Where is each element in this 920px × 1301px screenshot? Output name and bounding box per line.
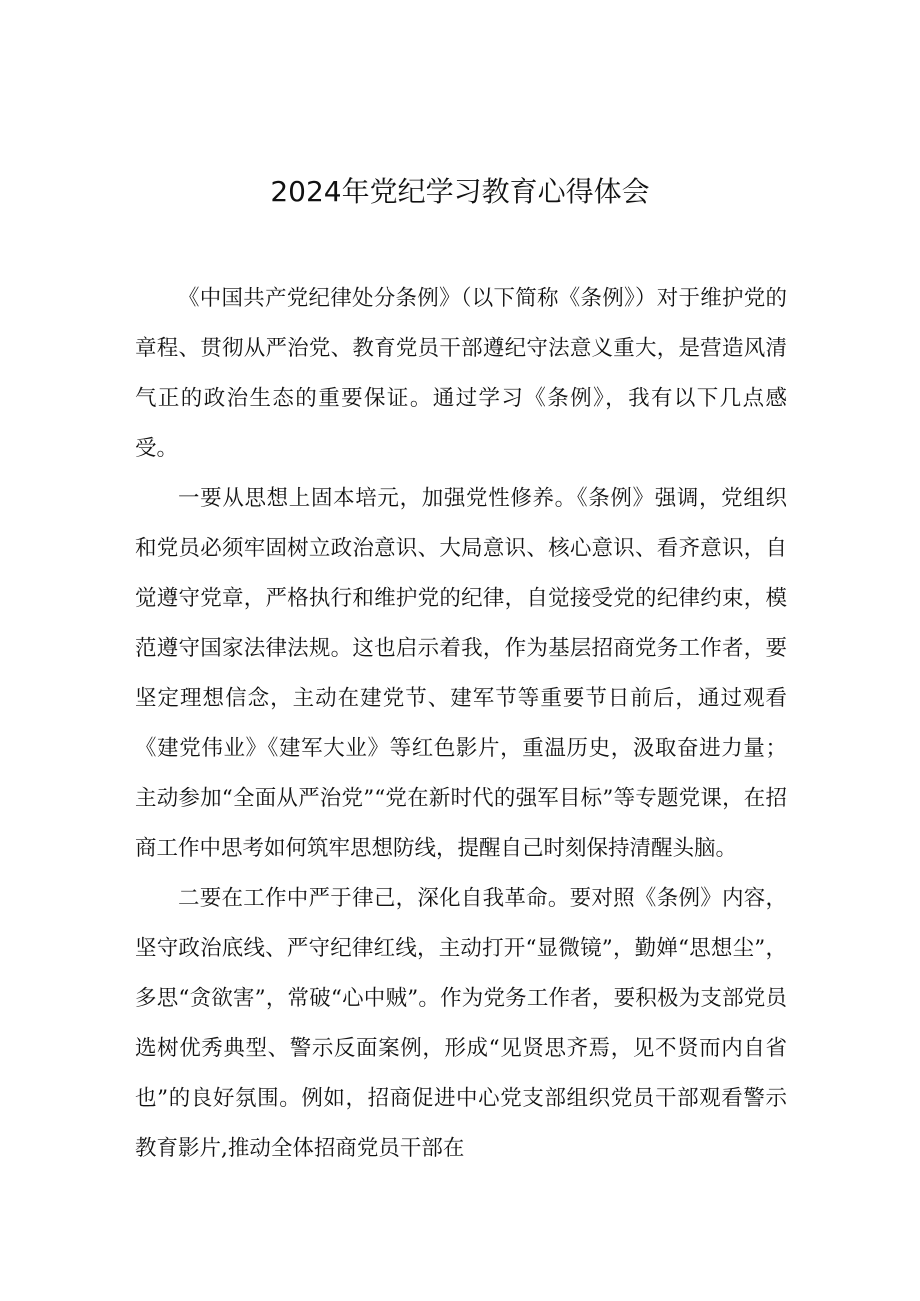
document-title: 2024年党纪学习教育心得体会 — [270, 175, 650, 208]
paragraph-point-one: 一要从思想上固本培元，加强党性修养。《条例》强调，党组织和党员必须牢固树立政治意识、大局意识、核心意识、看齐意识，自觉遵守党章，严格执行和维护党的纪律，自觉接受党的纪律约束，模范遵守国家法律法规。这也启示着我，作为基层招商党务工作者，要坚定理想信念，主动在建党节、建军节等重要节日前后，通过观看《建党伟业》《建军大业》等红色影片，重温历史，汲取奋进力量；主动参加“全面从严治党”“党在新时代的强军目标”等专题党课，在招商工作中思考如何筑牢思想防线，提醒自己时刻保持清醒头脑。 — [135, 486, 787, 861]
paragraph-intro: 《中国共产党纪律处分条例》（以下简称《条例》）对于维护党的章程、贯彻从严治党、教育党员干部遵纪守法意义重大，是营造风清气正的政治生态的重要保证。通过学习《条例》，我有以下几点感受。 — [135, 286, 787, 461]
document-body — [135, 274, 787, 1174]
paragraph-point-two: 二要在工作中严于律己，深化自我革命。要对照《条例》内容，坚守政治底线、严守纪律红线，主动打开“显微镜”，勤婵“思想尘”，多思“贪欲害”，常破“心中贼”。作为党务工作者，要积极为支部党员选树优秀典型、警示反面案例，形成“见贤思齐焉，见不贤而内自省也”的良好氛围。例如，招商促进中心党支部组织党员干部观看警示教育影片,推动全体招商党员干部在 — [135, 886, 787, 1161]
